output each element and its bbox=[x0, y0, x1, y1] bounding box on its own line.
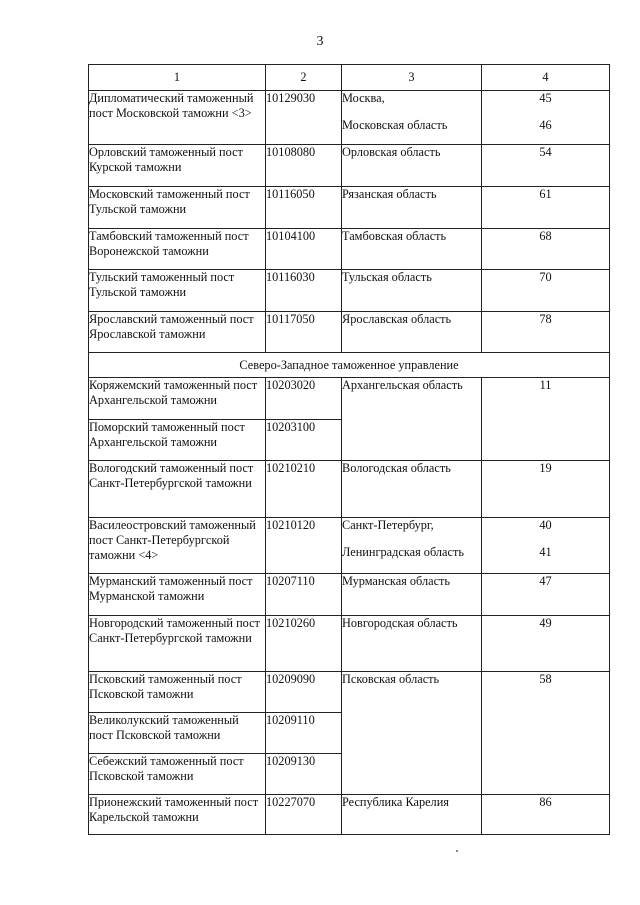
page-number: 3 bbox=[316, 34, 324, 49]
post-code: 10210260 bbox=[266, 616, 342, 672]
post-name: Себежский таможенный пост Псковской таможни bbox=[89, 754, 266, 795]
post-name: Тульский таможенный пост Тульской таможни bbox=[89, 270, 266, 312]
table-row bbox=[89, 574, 610, 616]
region: Орловская область bbox=[342, 145, 482, 187]
post-name: Василеостровский таможенный пост Санкт-Петербургской таможни <4> bbox=[89, 518, 266, 574]
post-code: 10209090 bbox=[266, 672, 342, 713]
post-name: Прионежский таможенный пост Карельской таможни bbox=[89, 795, 266, 835]
section-row bbox=[89, 353, 610, 378]
post-code: 10203100 bbox=[266, 420, 342, 461]
column-header: 1 bbox=[89, 65, 266, 91]
post-name: Мурманский таможенный пост Мурманской таможни bbox=[89, 574, 266, 616]
region-code: 68 bbox=[482, 229, 610, 270]
region: Рязанская область bbox=[342, 187, 482, 229]
post-code: 10209130 bbox=[266, 754, 342, 795]
post-code: 10210120 bbox=[266, 518, 342, 574]
post-code: 10207110 bbox=[266, 574, 342, 616]
post-code: 10117050 bbox=[266, 312, 342, 353]
header-row bbox=[89, 65, 610, 91]
region-code-line: 46 bbox=[539, 118, 552, 132]
region-code: 61 bbox=[482, 187, 610, 229]
region-code: 11 bbox=[482, 378, 610, 461]
region bbox=[342, 91, 482, 145]
post-code: 10116030 bbox=[266, 270, 342, 312]
region-code-line: 45 bbox=[539, 91, 552, 105]
region-code bbox=[482, 518, 610, 574]
post-code: 10108080 bbox=[266, 145, 342, 187]
region-code bbox=[482, 91, 610, 145]
region-code-line: 40 bbox=[539, 518, 552, 532]
post-code: 10209110 bbox=[266, 713, 342, 754]
region: Тульская область bbox=[342, 270, 482, 312]
post-name: Тамбовский таможенный пост Воронежской таможни bbox=[89, 229, 266, 270]
region-code: 70 bbox=[482, 270, 610, 312]
table-row bbox=[89, 91, 610, 145]
region: Вологодская область bbox=[342, 461, 482, 518]
region-code: 19 bbox=[482, 461, 610, 518]
table-row bbox=[89, 145, 610, 187]
table-row bbox=[89, 672, 610, 713]
region-code: 86 bbox=[482, 795, 610, 835]
region-code: 78 bbox=[482, 312, 610, 353]
region: Мурманская область bbox=[342, 574, 482, 616]
scan-speck bbox=[456, 850, 458, 852]
region: Ярославская область bbox=[342, 312, 482, 353]
region-line: Московская область bbox=[342, 118, 448, 132]
post-name: Коряжемский таможенный пост Архангельской таможни bbox=[89, 378, 266, 420]
post-name: Ярославский таможенный пост Ярославской таможни bbox=[89, 312, 266, 353]
region-code: 49 bbox=[482, 616, 610, 672]
table-row bbox=[89, 187, 610, 229]
post-name: Псковский таможенный пост Псковской таможни bbox=[89, 672, 266, 713]
table-row bbox=[89, 518, 610, 574]
post-code: 10104100 bbox=[266, 229, 342, 270]
table-row bbox=[89, 378, 610, 420]
table-row bbox=[89, 461, 610, 518]
table-row bbox=[89, 795, 610, 835]
region-code: 54 bbox=[482, 145, 610, 187]
region-line: Москва, bbox=[342, 91, 385, 105]
section-title: Северо-Западное таможенное управление bbox=[89, 353, 610, 378]
region-line: Санкт-Петербург, bbox=[342, 518, 434, 532]
region-code: 47 bbox=[482, 574, 610, 616]
post-code: 10210210 bbox=[266, 461, 342, 518]
region: Псковская область bbox=[342, 672, 482, 795]
post-code: 10116050 bbox=[266, 187, 342, 229]
table-row bbox=[89, 616, 610, 672]
post-code: 10203020 bbox=[266, 378, 342, 420]
region-code-line: 41 bbox=[539, 545, 552, 559]
post-code: 10227070 bbox=[266, 795, 342, 835]
post-name: Поморский таможенный пост Архангельской таможни bbox=[89, 420, 266, 461]
table-row bbox=[89, 229, 610, 270]
region: Тамбовская область bbox=[342, 229, 482, 270]
region-code: 58 bbox=[482, 672, 610, 795]
region-line: Ленинградская область bbox=[342, 545, 464, 559]
table-row bbox=[89, 270, 610, 312]
region: Новгородская область bbox=[342, 616, 482, 672]
region: Архангельская область bbox=[342, 378, 482, 461]
post-name: Московский таможенный пост Тульской таможни bbox=[89, 187, 266, 229]
column-header: 2 bbox=[266, 65, 342, 91]
post-name: Новгородский таможенный пост Санкт-Петербургской таможни bbox=[89, 616, 266, 672]
column-header: 4 bbox=[482, 65, 610, 91]
post-code: 10129030 bbox=[266, 91, 342, 145]
table-row bbox=[89, 312, 610, 353]
post-name: Великолукский таможенный пост Псковской таможни bbox=[89, 713, 266, 754]
region: Республика Карелия bbox=[342, 795, 482, 835]
region bbox=[342, 518, 482, 574]
post-name: Вологодский таможенный пост Санкт-Петербургской таможни bbox=[89, 461, 266, 518]
column-header: 3 bbox=[342, 65, 482, 91]
customs-posts-table bbox=[88, 64, 610, 835]
post-name: Орловский таможенный пост Курской таможни bbox=[89, 145, 266, 187]
post-name: Дипломатический таможенный пост Московской таможни <3> bbox=[89, 91, 266, 145]
